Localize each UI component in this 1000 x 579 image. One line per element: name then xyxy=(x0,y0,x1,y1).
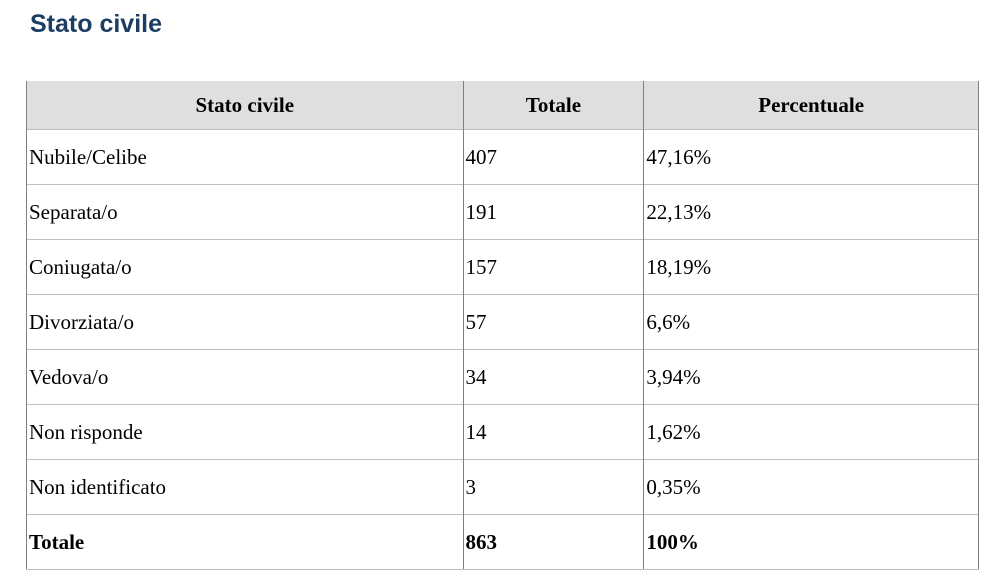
header-stato-civile: Stato civile xyxy=(27,81,464,130)
table-row xyxy=(27,295,979,350)
cell-count: 34 xyxy=(463,350,644,405)
cell-status: Vedova/o xyxy=(27,350,464,405)
cell-count: 191 xyxy=(463,185,644,240)
total-label: Totale xyxy=(27,515,464,570)
table-row xyxy=(27,185,979,240)
table-total-row xyxy=(27,515,979,570)
cell-count: 14 xyxy=(463,405,644,460)
table-row xyxy=(27,405,979,460)
marital-status-table xyxy=(26,81,979,570)
cell-percent: 1,62% xyxy=(644,405,979,460)
cell-count: 57 xyxy=(463,295,644,350)
cell-status: Non identificato xyxy=(27,460,464,515)
table-row xyxy=(27,350,979,405)
total-percent: 100% xyxy=(644,515,979,570)
cell-status: Divorziata/o xyxy=(27,295,464,350)
cell-count: 407 xyxy=(463,130,644,185)
header-totale: Totale xyxy=(463,81,644,130)
table-header-row xyxy=(27,81,979,130)
cell-status: Non risponde xyxy=(27,405,464,460)
cell-count: 157 xyxy=(463,240,644,295)
cell-status: Nubile/Celibe xyxy=(27,130,464,185)
cell-status: Separata/o xyxy=(27,185,464,240)
header-percentuale: Percentuale xyxy=(644,81,979,130)
cell-percent: 22,13% xyxy=(644,185,979,240)
total-count: 863 xyxy=(463,515,644,570)
cell-percent: 3,94% xyxy=(644,350,979,405)
cell-percent: 0,35% xyxy=(644,460,979,515)
table-row xyxy=(27,130,979,185)
table-row xyxy=(27,240,979,295)
cell-count: 3 xyxy=(463,460,644,515)
cell-status: Coniugata/o xyxy=(27,240,464,295)
table-row xyxy=(27,460,979,515)
cell-percent: 18,19% xyxy=(644,240,979,295)
section-title: Stato civile xyxy=(30,10,162,38)
cell-percent: 47,16% xyxy=(644,130,979,185)
cell-percent: 6,6% xyxy=(644,295,979,350)
